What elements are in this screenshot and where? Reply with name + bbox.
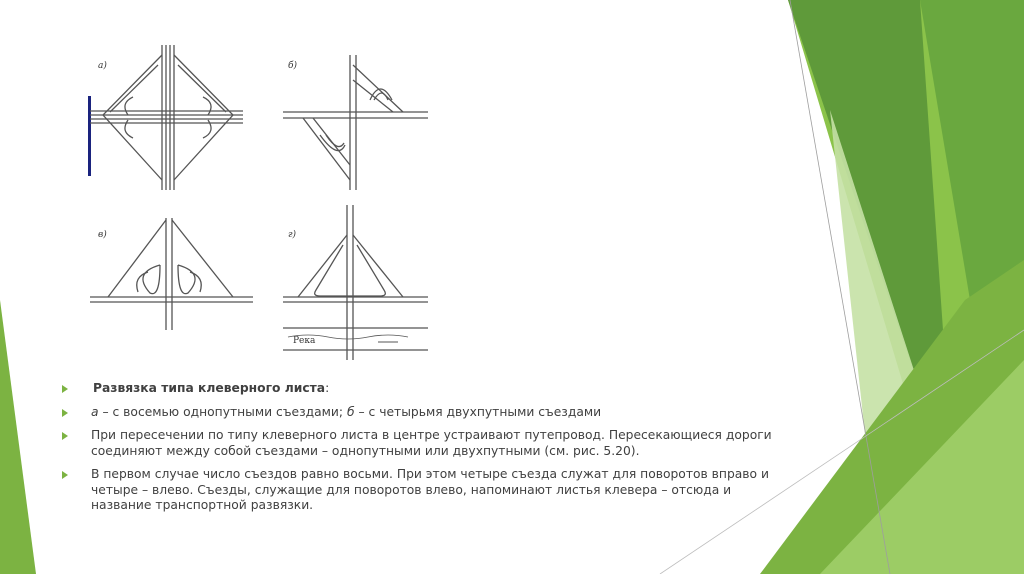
text-b: – с четырьмя двухпутными съездами — [354, 404, 602, 419]
bullet-arrow-icon — [62, 409, 68, 417]
bullet-arrow-icon — [62, 385, 68, 393]
river-label: Река — [293, 336, 316, 346]
bullet-heading-colon: : — [325, 381, 330, 395]
bullet-heading: Развязка типа клеверного листа — [93, 381, 326, 395]
bullet-item — [62, 381, 782, 397]
bullet-text: При пересечении по типу клеверного листа в центре устраивают путепровод. Пересекающиеся дороги соединяют между собой съездами – однопутными или двухпутными (см. рис. 5.20). — [91, 428, 772, 458]
bullet-item — [62, 467, 782, 514]
panel-label-c: в) — [98, 230, 107, 240]
interchange-figure — [88, 40, 438, 365]
panel-label-b: б) — [288, 61, 298, 71]
panel-a-diagram — [88, 45, 243, 190]
letter-a: а — [91, 404, 99, 419]
panel-label-a: а) — [98, 61, 107, 71]
letter-b: б — [346, 404, 355, 419]
green-facet — [0, 300, 36, 574]
bullet-item — [62, 405, 782, 421]
bullet-arrow-icon — [62, 471, 68, 479]
bullet-text: В первом случае число съездов равно восьми. При этом четыре съезда служат для поворотов вправо и четыре – влево. Съезды, служащие для поворотов влево, напоминают листья клевера – отсюда и название транспортной развязки. — [91, 467, 769, 512]
bullet-list — [62, 381, 782, 522]
panel-c-diagram — [90, 218, 253, 330]
panel-label-d: г) — [288, 230, 297, 240]
text-a: – с восемью однопутными съездами; — [98, 404, 347, 419]
panel-b-diagram — [283, 55, 428, 190]
bullet-item — [62, 428, 782, 459]
bullet-arrow-icon — [62, 432, 68, 440]
